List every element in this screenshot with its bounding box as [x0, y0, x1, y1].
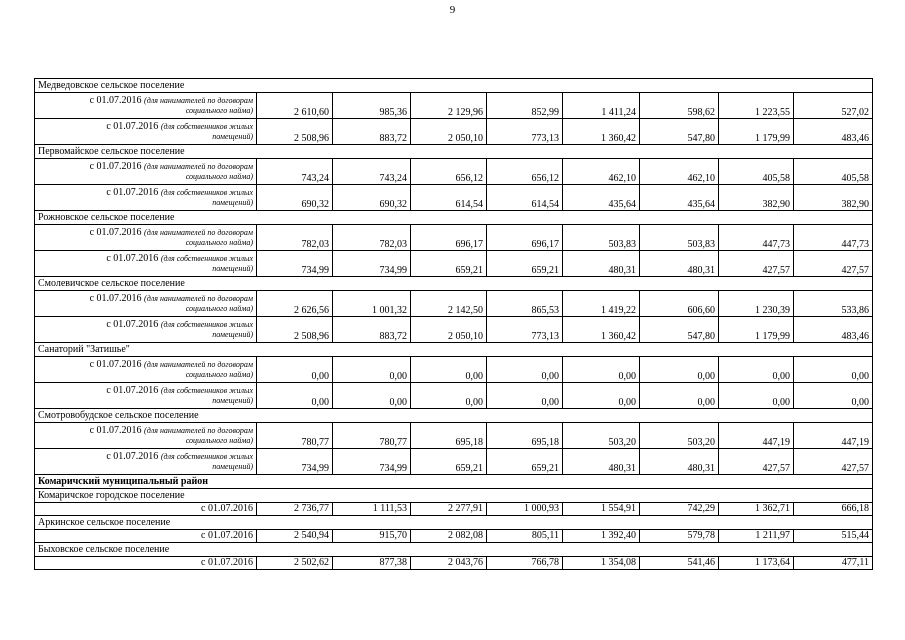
- value-cell: 2 129,96: [411, 93, 487, 119]
- section-header-row: [35, 543, 873, 557]
- row-note-line2: социального найма): [185, 237, 253, 247]
- value-cell: 805,11: [487, 530, 563, 543]
- value-cell: 0,00: [640, 357, 719, 383]
- value-cell: 659,21: [411, 251, 487, 277]
- value-cell: 527,02: [794, 93, 873, 119]
- value-cell: 579,78: [640, 530, 719, 543]
- value-cell: 427,57: [794, 449, 873, 475]
- row-date: с 01.07.2016: [89, 94, 142, 106]
- value-cell: 773,13: [487, 119, 563, 145]
- row-label: [35, 251, 257, 277]
- row-note-line2: помещений): [212, 329, 253, 339]
- value-cell: 0,00: [487, 357, 563, 383]
- value-cell: 734,99: [333, 251, 411, 277]
- value-cell: 503,83: [563, 225, 640, 251]
- value-cell: 1 362,71: [719, 503, 794, 516]
- value-cell: 405,58: [794, 159, 873, 185]
- value-cell: 0,00: [487, 383, 563, 409]
- row-label: [35, 291, 257, 317]
- value-cell: 0,00: [333, 357, 411, 383]
- value-cell: 2 050,10: [411, 317, 487, 343]
- row-label: [35, 557, 257, 570]
- value-cell: 1 179,99: [719, 317, 794, 343]
- value-cell: 2 508,96: [257, 119, 333, 145]
- value-cell: 0,00: [411, 383, 487, 409]
- value-cell: 447,19: [794, 423, 873, 449]
- value-cell: 656,12: [487, 159, 563, 185]
- row-date: с 01.07.2016: [89, 358, 142, 370]
- value-cell: 734,99: [333, 449, 411, 475]
- row-note-line2: помещений): [212, 263, 253, 273]
- value-cell: 696,17: [411, 225, 487, 251]
- value-cell: 614,54: [411, 185, 487, 211]
- table-row: [35, 119, 873, 145]
- row-note-line2: социального найма): [185, 303, 253, 313]
- section-title: Медведовское сельское поселение: [35, 79, 873, 93]
- table-row: [35, 557, 873, 570]
- value-cell: 696,17: [487, 225, 563, 251]
- row-label: [35, 383, 257, 409]
- section-header-row: [35, 145, 873, 159]
- value-cell: 503,20: [640, 423, 719, 449]
- value-cell: 541,46: [640, 557, 719, 570]
- section-header-row: [35, 343, 873, 357]
- row-date: с 01.07.2016: [201, 530, 253, 541]
- section-header-row: [35, 277, 873, 291]
- section-header-row: [35, 516, 873, 530]
- value-cell: 2 736,77: [257, 503, 333, 516]
- value-cell: 743,24: [257, 159, 333, 185]
- row-note-line1: (для собственников жилых: [160, 253, 253, 263]
- table-row: [35, 530, 873, 543]
- value-cell: 0,00: [794, 383, 873, 409]
- value-cell: 0,00: [257, 383, 333, 409]
- table-row: [35, 317, 873, 343]
- section-header-row: [35, 211, 873, 225]
- section-title: Аркинское сельское поселение: [35, 516, 873, 530]
- value-cell: 656,12: [411, 159, 487, 185]
- row-label: [35, 530, 257, 543]
- value-cell: 0,00: [719, 357, 794, 383]
- value-cell: 1 000,93: [487, 503, 563, 516]
- row-label: [35, 423, 257, 449]
- page-number: 9: [449, 4, 456, 16]
- row-date: с 01.07.2016: [106, 120, 159, 132]
- value-cell: 1 223,55: [719, 93, 794, 119]
- row-date: с 01.07.2016: [106, 318, 159, 330]
- value-cell: 0,00: [411, 357, 487, 383]
- row-date: с 01.07.2016: [201, 503, 253, 514]
- value-cell: 503,20: [563, 423, 640, 449]
- value-cell: 766,78: [487, 557, 563, 570]
- value-cell: 0,00: [640, 383, 719, 409]
- row-date: с 01.07.2016: [201, 557, 253, 568]
- row-label: [35, 119, 257, 145]
- row-label: [35, 93, 257, 119]
- value-cell: 1 554,91: [563, 503, 640, 516]
- value-cell: 483,46: [794, 317, 873, 343]
- row-note-line2: социального найма): [185, 369, 253, 379]
- value-cell: 483,46: [794, 119, 873, 145]
- value-cell: 734,99: [257, 251, 333, 277]
- value-cell: 2 277,91: [411, 503, 487, 516]
- row-note-line2: социального найма): [185, 105, 253, 115]
- value-cell: 1 179,99: [719, 119, 794, 145]
- value-cell: 1 411,24: [563, 93, 640, 119]
- value-cell: 480,31: [640, 251, 719, 277]
- row-note-line1: (для нанимателей по договорам: [144, 293, 253, 303]
- row-note-line1: (для собственников жилых: [160, 385, 253, 395]
- value-cell: 1 360,42: [563, 317, 640, 343]
- value-cell: 695,18: [411, 423, 487, 449]
- row-label: [35, 503, 257, 516]
- row-note-line1: (для нанимателей по договорам: [144, 95, 253, 105]
- value-cell: 435,64: [640, 185, 719, 211]
- row-note-line1: (для нанимателей по договорам: [144, 161, 253, 171]
- value-cell: 915,70: [333, 530, 411, 543]
- value-cell: 598,62: [640, 93, 719, 119]
- value-cell: 503,83: [640, 225, 719, 251]
- value-cell: 742,29: [640, 503, 719, 516]
- table-row: [35, 383, 873, 409]
- value-cell: 480,31: [563, 449, 640, 475]
- row-date: с 01.07.2016: [106, 384, 159, 396]
- value-cell: 659,21: [411, 449, 487, 475]
- row-note-line1: (для собственников жилых: [160, 319, 253, 329]
- row-note-line2: помещений): [212, 461, 253, 471]
- value-cell: 659,21: [487, 251, 563, 277]
- table-row: [35, 225, 873, 251]
- table-row: [35, 423, 873, 449]
- table-body: [35, 79, 873, 570]
- value-cell: 743,24: [333, 159, 411, 185]
- row-date: с 01.07.2016: [106, 186, 159, 198]
- row-note-line1: (для нанимателей по договорам: [144, 425, 253, 435]
- value-cell: 0,00: [563, 383, 640, 409]
- value-cell: 447,19: [719, 423, 794, 449]
- value-cell: 782,03: [257, 225, 333, 251]
- value-cell: 1 392,40: [563, 530, 640, 543]
- row-label: [35, 185, 257, 211]
- value-cell: 2 502,62: [257, 557, 333, 570]
- value-cell: 480,31: [640, 449, 719, 475]
- section-header-row: [35, 79, 873, 93]
- table-row: [35, 503, 873, 516]
- value-cell: 2 508,96: [257, 317, 333, 343]
- row-label: [35, 357, 257, 383]
- value-cell: 2 626,56: [257, 291, 333, 317]
- row-note-line2: помещений): [212, 395, 253, 405]
- row-note-line2: помещений): [212, 197, 253, 207]
- section-header-row: [35, 475, 873, 489]
- value-cell: 1 230,39: [719, 291, 794, 317]
- value-cell: 480,31: [563, 251, 640, 277]
- value-cell: 1 419,22: [563, 291, 640, 317]
- section-title: Быховское сельское поселение: [35, 543, 873, 557]
- row-date: с 01.07.2016: [106, 252, 159, 264]
- table-row: [35, 291, 873, 317]
- value-cell: 435,64: [563, 185, 640, 211]
- section-header-row: [35, 409, 873, 423]
- row-note-line1: (для собственников жилых: [160, 187, 253, 197]
- value-cell: 547,80: [640, 317, 719, 343]
- row-label: [35, 317, 257, 343]
- row-note-line2: социального найма): [185, 171, 253, 181]
- value-cell: 0,00: [333, 383, 411, 409]
- section-title: Комаричский муниципальный район: [35, 475, 873, 489]
- row-note-line2: социального найма): [185, 435, 253, 445]
- section-title: Смотровобудское сельское поселение: [35, 409, 873, 423]
- value-cell: 1 001,32: [333, 291, 411, 317]
- row-label: [35, 449, 257, 475]
- value-cell: 2 540,94: [257, 530, 333, 543]
- value-cell: 515,44: [794, 530, 873, 543]
- row-note-line1: (для собственников жилых: [160, 451, 253, 461]
- value-cell: 427,57: [719, 251, 794, 277]
- value-cell: 427,57: [794, 251, 873, 277]
- value-cell: 0,00: [563, 357, 640, 383]
- table-row: [35, 449, 873, 475]
- value-cell: 2 142,50: [411, 291, 487, 317]
- value-cell: 780,77: [333, 423, 411, 449]
- table-row: [35, 357, 873, 383]
- section-title: Смолевичское сельское поселение: [35, 277, 873, 291]
- section-title: Санаторий "Затишье": [35, 343, 873, 357]
- tariff-table: [34, 78, 873, 570]
- value-cell: 447,73: [794, 225, 873, 251]
- row-note-line1: (для нанимателей по договорам: [144, 359, 253, 369]
- row-date: с 01.07.2016: [89, 160, 142, 172]
- section-title: Рожновское сельское поселение: [35, 211, 873, 225]
- value-cell: 614,54: [487, 185, 563, 211]
- value-cell: 547,80: [640, 119, 719, 145]
- value-cell: 405,58: [719, 159, 794, 185]
- value-cell: 734,99: [257, 449, 333, 475]
- value-cell: 462,10: [563, 159, 640, 185]
- value-cell: 477,11: [794, 557, 873, 570]
- value-cell: 1 360,42: [563, 119, 640, 145]
- section-title: Комаричское городское поселение: [35, 489, 873, 503]
- value-cell: 773,13: [487, 317, 563, 343]
- row-note-line1: (для нанимателей по договорам: [144, 227, 253, 237]
- value-cell: 782,03: [333, 225, 411, 251]
- value-cell: 427,57: [719, 449, 794, 475]
- value-cell: 659,21: [487, 449, 563, 475]
- value-cell: 666,18: [794, 503, 873, 516]
- value-cell: 883,72: [333, 317, 411, 343]
- row-date: с 01.07.2016: [89, 292, 142, 304]
- row-date: с 01.07.2016: [106, 450, 159, 462]
- row-note-line2: помещений): [212, 131, 253, 141]
- value-cell: 2 610,60: [257, 93, 333, 119]
- table-row: [35, 93, 873, 119]
- row-label: [35, 225, 257, 251]
- row-date: с 01.07.2016: [89, 226, 142, 238]
- value-cell: 2 082,08: [411, 530, 487, 543]
- section-title: Первомайское сельское поселение: [35, 145, 873, 159]
- value-cell: 462,10: [640, 159, 719, 185]
- value-cell: 1 111,53: [333, 503, 411, 516]
- table-row: [35, 185, 873, 211]
- row-note-line1: (для собственников жилых: [160, 121, 253, 131]
- value-cell: 0,00: [794, 357, 873, 383]
- value-cell: 1 211,97: [719, 530, 794, 543]
- value-cell: 1 173,64: [719, 557, 794, 570]
- value-cell: 690,32: [333, 185, 411, 211]
- value-cell: 533,86: [794, 291, 873, 317]
- value-cell: 780,77: [257, 423, 333, 449]
- row-date: с 01.07.2016: [89, 424, 142, 436]
- table-row: [35, 159, 873, 185]
- value-cell: 2 043,76: [411, 557, 487, 570]
- value-cell: 877,38: [333, 557, 411, 570]
- value-cell: 447,73: [719, 225, 794, 251]
- value-cell: 690,32: [257, 185, 333, 211]
- value-cell: 382,90: [794, 185, 873, 211]
- value-cell: 606,60: [640, 291, 719, 317]
- value-cell: 852,99: [487, 93, 563, 119]
- value-cell: 985,36: [333, 93, 411, 119]
- row-label: [35, 159, 257, 185]
- section-header-row: [35, 489, 873, 503]
- value-cell: 865,53: [487, 291, 563, 317]
- value-cell: 2 050,10: [411, 119, 487, 145]
- table-row: [35, 251, 873, 277]
- value-cell: 0,00: [257, 357, 333, 383]
- value-cell: 883,72: [333, 119, 411, 145]
- value-cell: 0,00: [719, 383, 794, 409]
- value-cell: 695,18: [487, 423, 563, 449]
- value-cell: 1 354,08: [563, 557, 640, 570]
- value-cell: 382,90: [719, 185, 794, 211]
